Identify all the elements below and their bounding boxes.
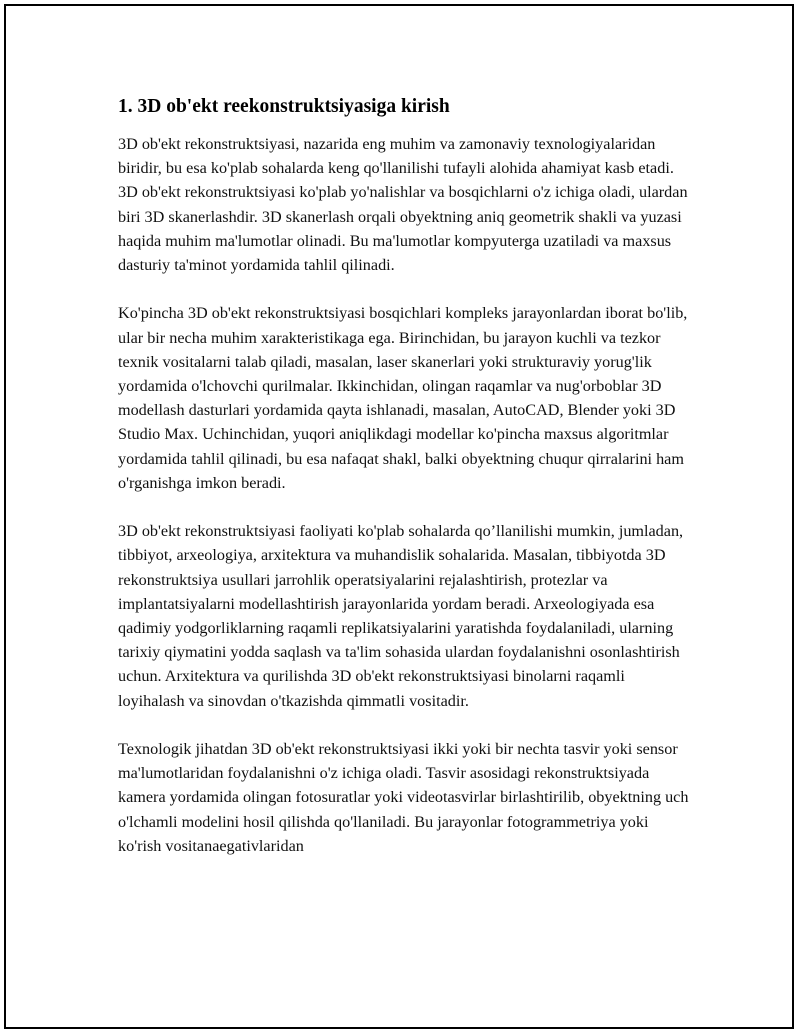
paragraph-3: 3D ob'ekt rekonstruktsiyasi faoliyati ko'plab sohalarda qo’llanilishi mumkin, jumladan, tibbiyot, arxeologiya, arxitektura va muhandislik sohalarida. Masalan, tibbiyotda 3D rekonstruktsiya usullari jarrohlik operatsiyalarini rejalashtirish, protezlar va implantatsiyalarni modellashtirish jarayonlarida yordam beradi. Arxeologiyada esa qadimiy yodgorliklarning raqamli replikatsiyalarini yaratishda foydalaniladi, ularning tarixiy qiymatini yodda saqlash va ta'lim sohasida ulardan foydalanishni osonlashtirish uchun. Arxitektura va qurilishda 3D ob'ekt rekonstruktsiyasi binolarni raqamli loyihalash va sinovdan o'tkazishda qimmatli vositadir. [118,522,684,710]
paragraph-4: Texnologik jihatdan 3D ob'ekt rekonstruktsiyasi ikki yoki bir nechta tasvir yoki sensor ma'lumotlaridan foydalanishni o'z ichiga oladi. Tasvir asosidagi rekonstruktsiyada kamera yordamida olingan fotosuratlar yoki videotasvirlar birlashtirilib, obyektning uch o'lchamli modelini hosil qilishda qo'llaniladi. Bu jarayonlar fotogrammetriya yoki ko'rish vositanaegativlaridan [118,740,689,855]
paragraph-2: Ko'pincha 3D ob'ekt rekonstruktsiyasi bosqichlari kompleks jarayonlardan iborat bo'lib, ular bir necha muhim xarakteristikaga ega. Birinchidan, bu jarayon kuchli va tezkor texnik vositalarni talab qiladi, masalan, laser skanerlari yoki strukturaviy yorug'lik yordamida o'lchovchi qurilmalar. Ikkinchidan, olingan raqamlar va nug'orboblar 3D modellash dasturlari yordamida qayta ishlanadi, masalan, AutoCAD, Blender yoki 3D Studio Max. Uchinchidan, yuqori aniqlikdagi modellar ko'pincha maxsus algoritmlar yordamida tahlil qilinadi, bu esa nafaqat shakl, balki obyektning chuqur qirralarini ham o'rganishga imkon beradi. [118,304,688,492]
paragraph-1: 3D ob'ekt rekonstruktsiyasi, nazarida eng muhim va zamonaviy texnologiyalaridan biridir, bu esa ko'plab sohalarda keng qo'llanilishi tufayli alohida ahamiyat kasb etadi. 3D ob'ekt rekonstruktsiyasi ko'plab yo'nalishlar va bosqichlarni o'z ichiga oladi, ulardan biri 3D skanerlashdir. 3D skanerlash orqali obyektning aniq geometrik shakli va yuzasi haqida muhim ma'lumotlar olinadi. Bu ma'lumotlar kompyuterga uzatiladi va maxsus dasturiy ta'minot yordamida tahlil qilinadi. [118,135,688,275]
section-heading: 1. 3D ob'ekt reekonstruktsiyasiga kirish [118,96,450,117]
document-body [118,95,693,882]
